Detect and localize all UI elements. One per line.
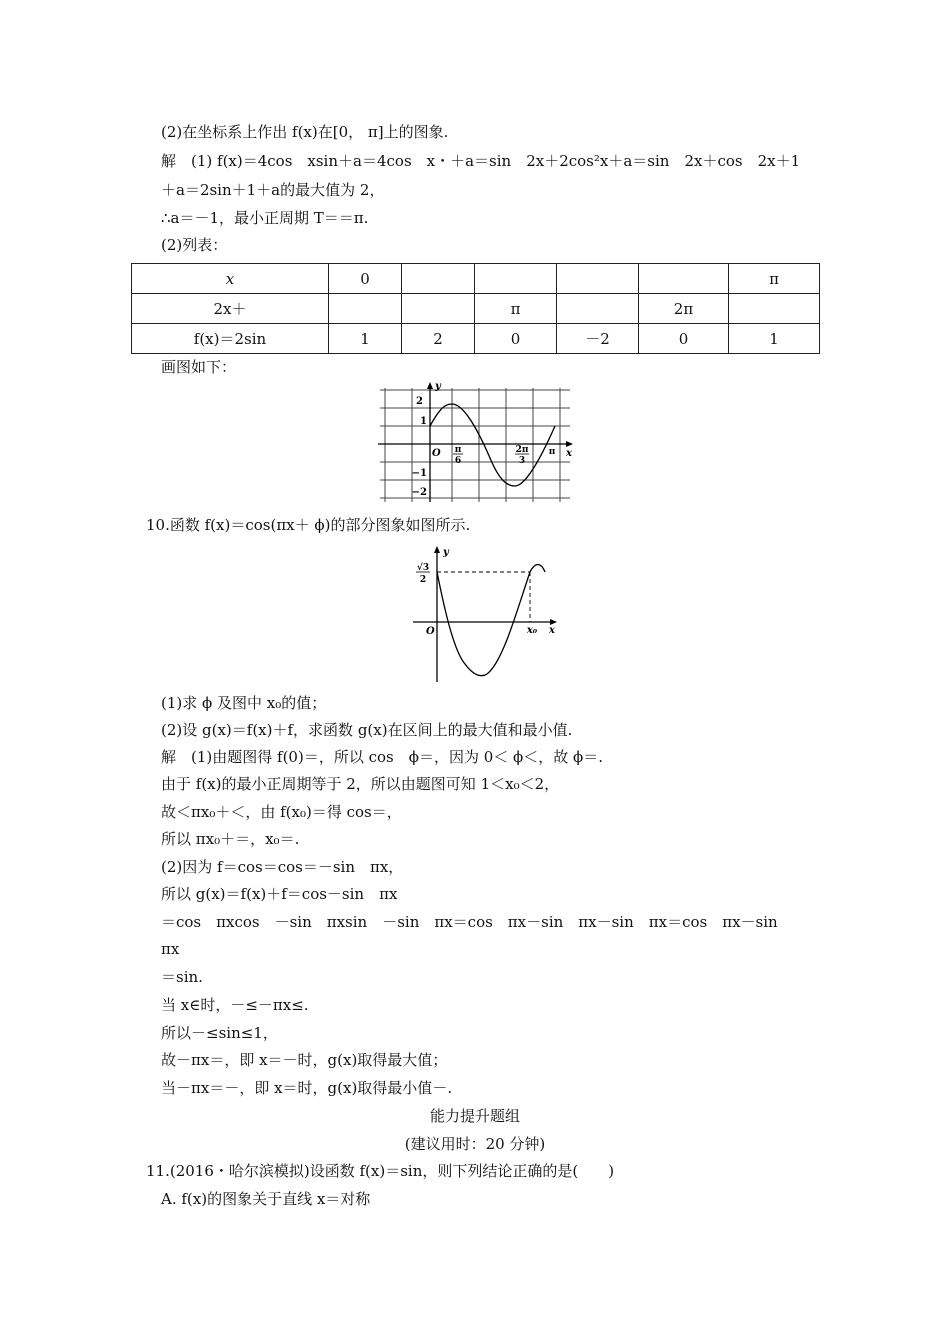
- text-line: 所以 g(x)＝f(x)＋f＝cos－sin πx: [161, 885, 398, 903]
- section-subtitle: (建议用时：20 分钟): [404, 1135, 546, 1153]
- table-cell: x: [132, 264, 329, 294]
- table-cell: 0: [639, 324, 729, 354]
- table-cell: 0: [329, 264, 402, 294]
- table-cell: 1: [729, 324, 820, 354]
- table-cell: 0: [475, 324, 557, 354]
- table-cell: 2π: [639, 294, 729, 324]
- grid-lines: [380, 388, 570, 502]
- table-cell: 2: [402, 324, 475, 354]
- tick-label: 2: [416, 396, 423, 407]
- text-line: (2)列表：: [161, 236, 228, 254]
- tick-label: π: [548, 447, 556, 457]
- text-line: (2)因为 f＝cos＝cos＝－sin πx，: [161, 858, 404, 876]
- tick-label: 2: [419, 575, 427, 585]
- section-title: 能力提升题组: [429, 1107, 520, 1125]
- question-11-option-a: A. f(x)的图象关于直线 x＝对称: [161, 1190, 371, 1208]
- tick-label: −1: [411, 468, 427, 479]
- table-cell: [639, 264, 729, 294]
- origin-label: O: [426, 626, 435, 637]
- tick-label: x₀: [526, 625, 538, 636]
- text-line: (2)在坐标系上作出 f(x)在[0， π]上的图象.: [161, 123, 449, 141]
- text-line: (1)求 ϕ 及图中 x₀的值；: [161, 694, 327, 712]
- tick-label: 2π: [515, 445, 529, 455]
- text-line: 所以 πx₀＋＝，x₀＝.: [161, 830, 300, 848]
- table-row: [132, 324, 820, 354]
- x-arrow-icon: [566, 441, 573, 447]
- text-line: 故＜πx₀＋＜，由 f(x₀)＝得 cos＝，: [161, 803, 402, 821]
- tick-label: −2: [411, 487, 427, 498]
- tick-label: √3: [416, 563, 430, 573]
- text-line: 当－πx＝－，即 x＝时，g(x)取得最小值－.: [161, 1079, 453, 1097]
- tick-label: 6: [454, 456, 462, 466]
- x-label: x: [566, 448, 572, 459]
- tick-label: 1: [420, 416, 427, 427]
- table-cell: π: [729, 264, 820, 294]
- text-line: πx: [161, 940, 180, 958]
- table-cell: [402, 264, 475, 294]
- y-arrow-icon: [427, 382, 433, 389]
- tick-label: π: [454, 445, 462, 455]
- text-line: ＝sin.: [161, 968, 203, 986]
- text-line: 当 x∈时，－≤－πx≤.: [161, 996, 309, 1014]
- origin-label: O: [432, 448, 441, 459]
- table-cell: [402, 294, 475, 324]
- text-line: ∴a＝－1，最小正周期 T＝＝π.: [161, 209, 369, 227]
- sine-graph: [370, 380, 585, 506]
- tick-label: 3: [518, 456, 526, 466]
- table-cell: 1: [329, 324, 402, 354]
- text-line: 解 (1) f(x)＝4cos xsin＋a＝4cos x・＋a＝sin 2x＋2cos²x＋a＝sin 2x＋cos 2x＋1: [161, 152, 801, 170]
- cosine-curve: [437, 565, 545, 676]
- y-label: y: [435, 381, 441, 392]
- text-line: ＝cos πxcos －sin πxsin －sin πx＝cos πx－sin πx－sin πx＝cos πx－sin: [161, 913, 778, 931]
- table-row: [132, 294, 820, 324]
- text-line: (2)设 g(x)＝f(x)＋f，求函数 g(x)在区间上的最大值和最小值.: [161, 721, 573, 739]
- table-cell: －2: [557, 324, 639, 354]
- text-line: 故－πx＝，即 x＝－时，g(x)取得最大值；: [161, 1051, 448, 1069]
- cosine-graph: [405, 542, 565, 687]
- sine-curve: [430, 404, 555, 486]
- x-label: x: [549, 625, 555, 636]
- text-line: ＋a＝2sin＋1＋a的最大值为 2，: [161, 181, 385, 199]
- table-cell: [729, 294, 820, 324]
- table-cell: [557, 264, 639, 294]
- text-line: 所以－≤sin≤1，: [161, 1024, 278, 1042]
- table-cell: π: [475, 294, 557, 324]
- table-cell: 2x＋: [132, 294, 329, 324]
- y-arrow-icon: [434, 546, 440, 553]
- table-cell: f(x)＝2sin: [132, 324, 329, 354]
- question-10-title: 10.函数 f(x)＝cos(πx＋ ϕ)的部分图象如图所示.: [146, 516, 471, 534]
- draw-note: 画图如下：: [161, 358, 237, 376]
- question-11-title: 11.(2016・哈尔滨模拟)设函数 f(x)＝sin，则下列结论正确的是( ): [146, 1162, 615, 1180]
- table-cell: [557, 294, 639, 324]
- text-line: 解 (1)由题图得 f(0)＝，所以 cos ϕ＝，因为 0＜ ϕ＜，故 ϕ＝.: [161, 748, 604, 766]
- table-row: [132, 264, 820, 294]
- text-line: 由于 f(x)的最小正周期等于 2，所以由题图可知 1＜x₀＜2，: [161, 775, 560, 793]
- table-cell: [329, 294, 402, 324]
- table-cell: [475, 264, 557, 294]
- y-label: y: [443, 547, 449, 558]
- value-table: [131, 263, 820, 354]
